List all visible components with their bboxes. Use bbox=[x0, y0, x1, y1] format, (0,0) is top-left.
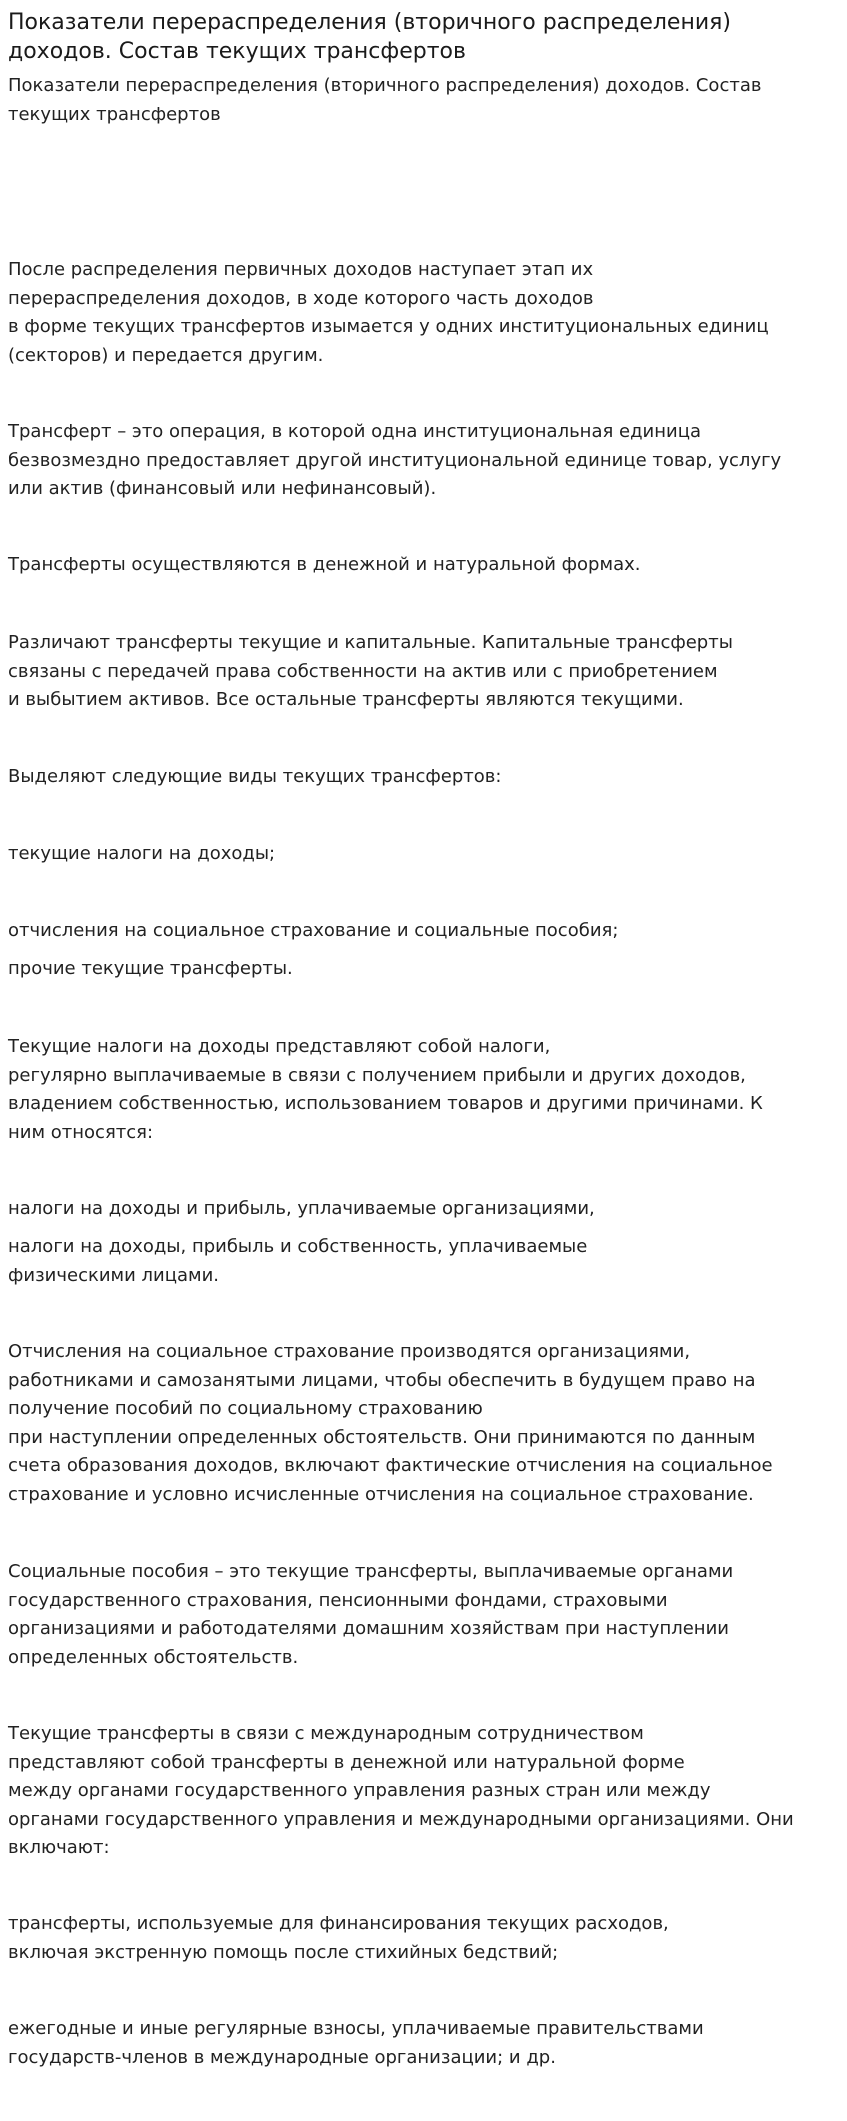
paragraph-social-insurance: Отчисления на социальное страхование производятся организациями, работниками и самозанятыми лицами, чтобы обеспечить в будущем право на получение пособий по социальному страхованию при наступлении определенных обстоятельств. Они принимаются по данным счета образования доходов, включают фактические отчисления на социальное страхование и условно исчисленные отчисления на социальное страхование. bbox=[8, 1341, 773, 1505]
paragraph-transfer-types: Различают трансферты текущие и капитальные. Капитальные трансферты связаны с передачей права собственности на актив или с приобретением и выбытием активов. Все остальные трансферты являются текущими. bbox=[8, 632, 733, 710]
paragraph-current-taxes: Текущие налоги на доходы представляют собой налоги, регулярно выплачиваемые в связи с получением прибыли и других доходов, владением собственностью, использованием товаров и другими причинами. К ним относятся: bbox=[8, 1036, 763, 1143]
list-item: отчисления на социальное страхование и социальные пособия; bbox=[8, 920, 619, 941]
paragraph-intro: После распределения первичных доходов наступает этап их перераспределения доходов, в ходе которого часть доходов в форме текущих трансфертов изымается у одних институциональных единиц (секторов) и передается другим. bbox=[8, 259, 769, 366]
list-item: налоги на доходы и прибыль, уплачиваемые организациями, bbox=[8, 1198, 595, 1219]
paragraph-social-benefits: Социальные пособия – это текущие трансферты, выплачиваемые органами государственного страхования, пенсионными фондами, страховыми организациями и работодателями домашним хозяйствам при наступлении определенных обстоятельств. bbox=[8, 1561, 734, 1668]
paragraph-international-transfers: Текущие трансферты в связи с международным сотрудничеством представляют собой трансферты в денежной или натуральной форме между органами государственного управления разных стран или между органами государственного управления и международными организациями. Они включают: bbox=[8, 1723, 794, 1858]
list-item: ежегодные и иные регулярные взносы, уплачиваемые правительствами государств-членов в международные организации; и др. bbox=[8, 2018, 704, 2068]
list-item: налоги на доходы, прибыль и собственность, уплачиваемые физическими лицами. bbox=[8, 1236, 588, 1286]
paragraph-current-transfer-kinds: Выделяют следующие виды текущих трансфертов: bbox=[8, 766, 502, 787]
paragraph-subtitle: Показатели перераспределения (вторичного распределения) доходов. Состав текущих трансфертов bbox=[8, 75, 762, 125]
paragraph-transfer-forms: Трансферты осуществляются в денежной и натуральной формах. bbox=[8, 554, 641, 575]
paragraph-transfer-definition: Трансферт – это операция, в которой одна институциональная единица безвозмездно предоставляет другой институциональной единице товар, услугу или актив (финансовый или нефинансовый). bbox=[8, 421, 782, 499]
list-item: прочие текущие трансферты. bbox=[8, 958, 293, 979]
page-title: Показатели перераспределения (вторичного распределения) доходов. Состав текущих трансфертов bbox=[8, 10, 731, 64]
list-item: текущие налоги на доходы; bbox=[8, 843, 276, 864]
list-item: трансферты, используемые для финансирования текущих расходов, включая экстренную помощь после стихийных бедствий; bbox=[8, 1913, 669, 1963]
